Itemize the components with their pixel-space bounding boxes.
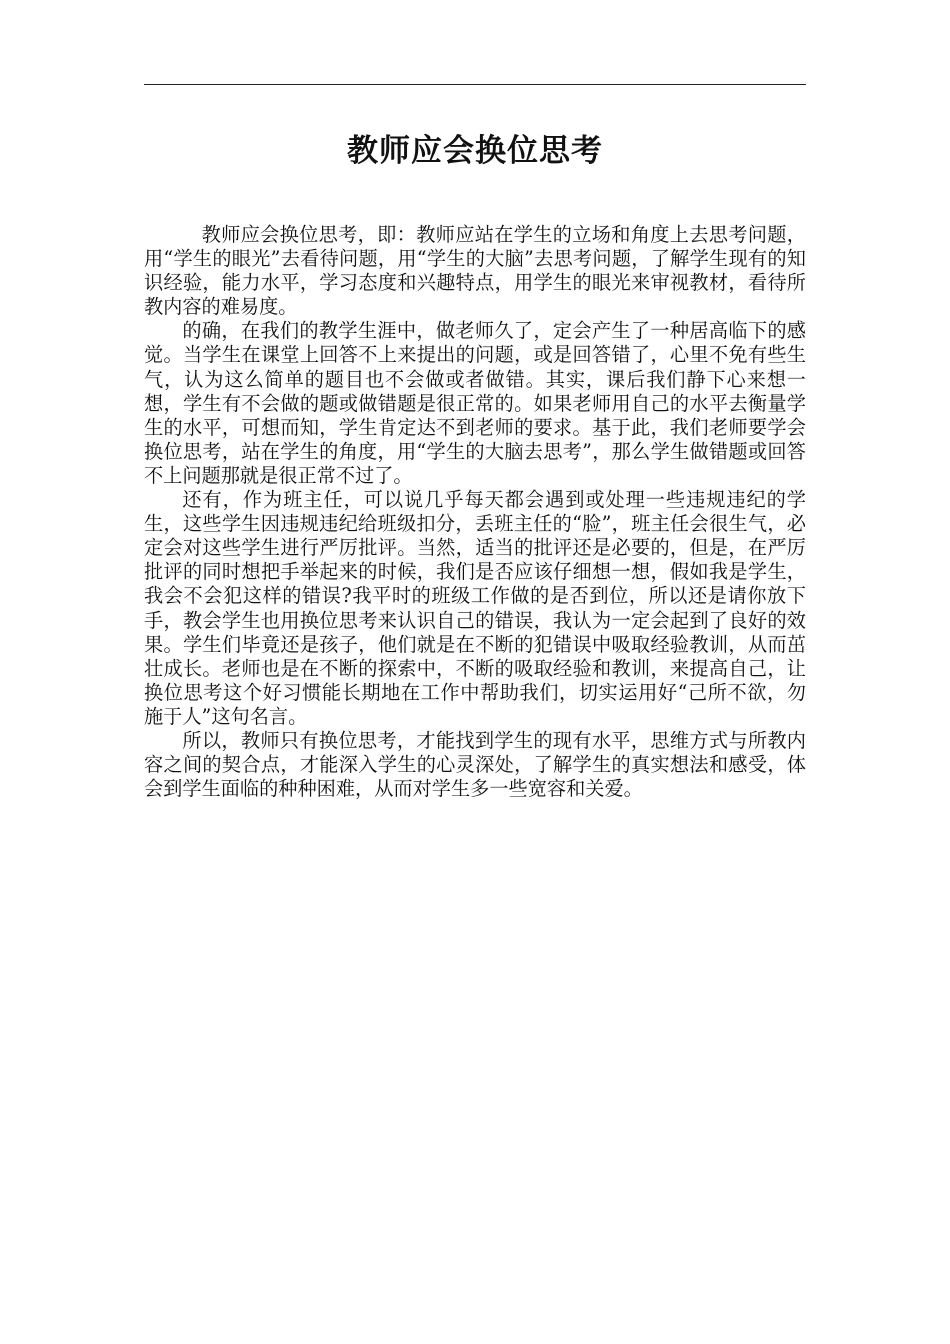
header-rule <box>144 84 806 85</box>
document-body <box>144 223 806 801</box>
paragraph-4: 所以，教师只有换位思考，才能找到学生的现有水平，思维方式与所教内容之间的契合点，才能深入学生的心灵深处，了解学生的真实想法和感受，体会到学生面临的种种困难，从而对学生多一些宽容和关爱。 <box>144 728 806 801</box>
paragraph-2: 的确，在我们的教学生涯中，做老师久了，定会产生了一种居高临下的感觉。当学生在课堂上回答不上来提出的问题，或是回答错了，心里不免有些生气，认为这么简单的题目也不会做或者做错。其实，课后我们静下心来想一想，学生有不会做的题或做错题是很正常的。如果老师用自己的水平去衡量学生的水平，可想而知，学生肯定达不到老师的要求。基于此，我们老师要学会换位思考，站在学生的角度，用“学生的大脑去思考”，那么学生做错题或回答不上问题那就是很正常不过了。 <box>144 319 806 487</box>
paragraph-1: 教师应会换位思考，即：教师应站在学生的立场和角度上去思考问题，用“学生的眼光”去看待问题，用“学生的大脑”去思考问题，了解学生现有的知识经验，能力水平，学习态度和兴趣特点，用学生的眼光来审视教材，看待所教内容的难易度。 <box>144 223 806 319</box>
paragraph-3: 还有，作为班主任，可以说几乎每天都会遇到或处理一些违规违纪的学生，这些学生因违规违纪给班级扣分，丢班主任的“脸”，班主任会很生气，必定会对这些学生进行严厉批评。当然，适当的批评还是必要的，但是，在严厉批评的同时想把手举起来的时候，我们是否应该仔细想一想，假如我是学生，我会不会犯这样的错误?我平时的班级工作做的是否到位，所以还是请你放下手，教会学生也用换位思考来认识自己的错误，我认为一定会起到了良好的效果。学生们毕竟还是孩子，他们就是在不断的犯错误中吸取经验教训，从而茁壮成长。老师也是在不断的探索中，不断的吸取经验和教训，来提高自己，让换位思考这个好习惯能长期地在工作中帮助我们，切实运用好“己所不欲，勿施于人”这句名言。 <box>144 488 806 728</box>
document-title: 教师应会换位思考 <box>347 133 603 169</box>
